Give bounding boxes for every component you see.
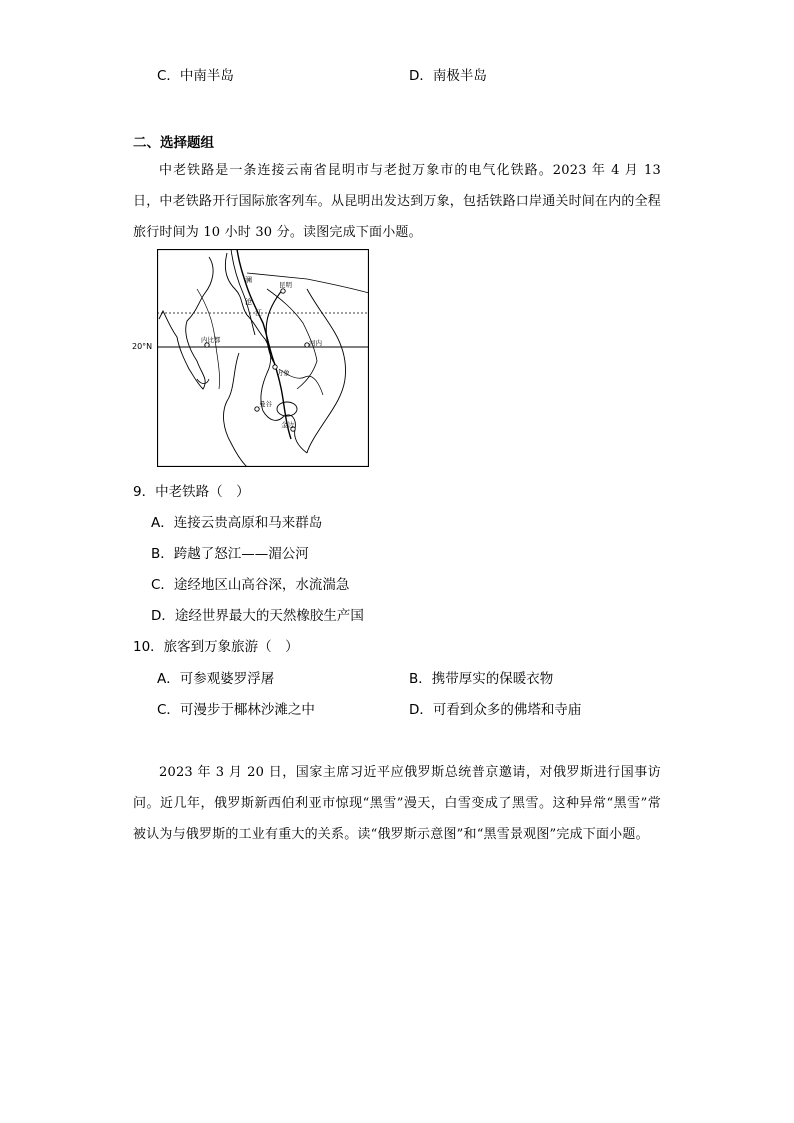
label-kunming: 昆明 [279, 281, 292, 289]
label-bangkok: 曼谷 [259, 400, 272, 408]
prev-option-c: C．中南半岛 [157, 68, 234, 84]
q10-option-b: B．携带厚实的保暖衣物 [409, 671, 554, 687]
label-jiang: 江 [255, 309, 262, 317]
latitude-label: 20°N [132, 342, 153, 351]
prev-option-d: D．南极半岛 [409, 68, 487, 84]
q9-stem: 9．中老铁路（ ） [133, 484, 250, 500]
section-heading: 二、选择题组 [133, 135, 214, 151]
kunming-dot [281, 289, 285, 293]
q10-stem: 10．旅客到万象旅游（ ） [133, 639, 299, 655]
q9-option-c: C．途经地区山高谷深，水流湍急 [151, 577, 350, 593]
q9-option-b: B．跨越了怒江——湄公河 [151, 546, 309, 562]
q9-option-d: D．途经世界最大的天然橡胶生产国 [151, 608, 364, 624]
label-phnompenh: 金边 [281, 421, 294, 429]
q10-option-a: A．可参观婆罗浮屠 [157, 671, 275, 687]
label-lan: 澜 [245, 276, 252, 284]
next-section-intro: 2023 年 3 月 20 日，国家主席习近平应俄罗斯总统普京邀请，对俄罗斯进行国事访问。近几年，俄罗斯新西伯利亚市惊现“黑雪”漫天，白雪变成了黑雪。这种异常“黑雪”常被认为与俄罗斯的工业有重大的关系。读“俄罗斯示意图”和“黑雪景观图”完成下面小题。 [133, 765, 661, 842]
label-vientiane: 万象 [277, 369, 290, 377]
q10-option-d: D．可看到众多的佛塔和寺庙 [409, 702, 582, 718]
label-naypyidaw: 内比都 [201, 336, 221, 344]
q9-option-a: A．连接云贵高原和马来群岛 [151, 515, 323, 531]
label-hanoi: 河内 [309, 339, 322, 347]
label-cang: 沧 [245, 298, 252, 306]
indochina-map [157, 249, 369, 467]
q10-option-c: C．可漫步于椰林沙滩之中 [157, 702, 315, 718]
section-intro: 中老铁路是一条连接云南省昆明市与老挝万象市的电气化铁路。2023 年 4 月 13 日，中老铁路开行国际旅客列车。从昆明出发达到万象，包括铁路口岸通关时间在内的全程旅行时间为 10 小时 30 分。读图完成下面小题。 [133, 163, 662, 240]
